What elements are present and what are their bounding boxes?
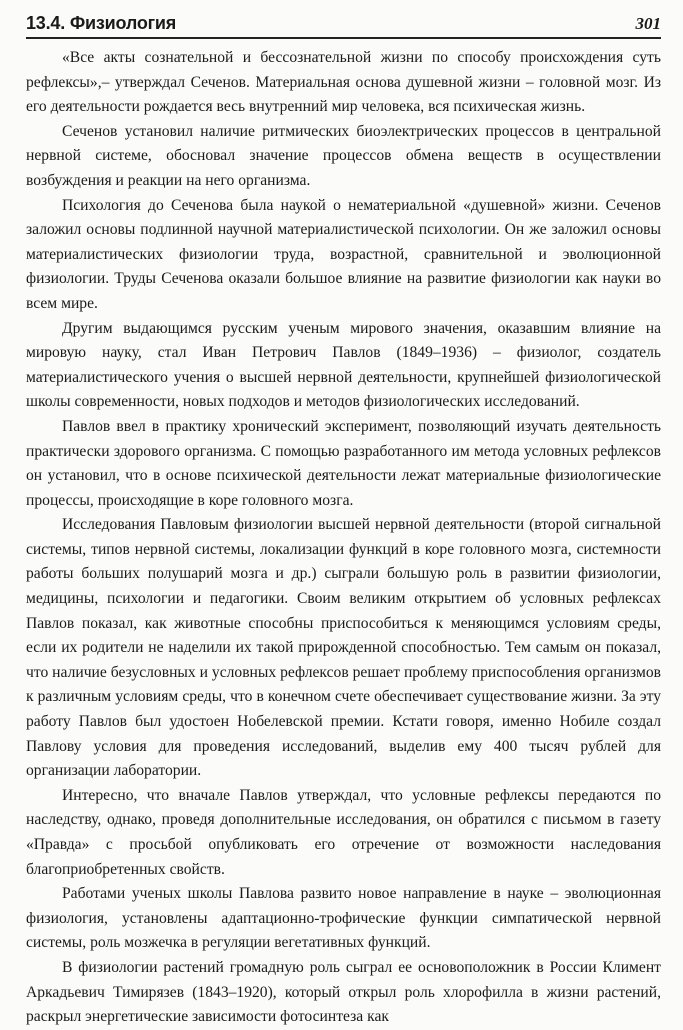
header-rule bbox=[26, 37, 661, 39]
body-text bbox=[26, 46, 661, 1030]
paragraph: Работами ученых школы Павлова развито новое направление в науке – эволюционная физиология, установлены адаптационно-трофические функции симпатической нервной системы, роль мозжечка в регуляции вегетативных функций. bbox=[26, 885, 661, 952]
paragraph: Исследования Павловым физиологии высшей нервной деятельности (второй сигнальной системы, типов нервной системы, локализации функций в коре головного мозга, системности работы больших полушарий мозга и др.) сыграли большую роль в развитии физиологии, медицины, психологии и педагогики. Своим великим открытием об условных рефлексах Павлов показал, как животные способны приспособиться к меняющимся условиям среды, если их родители не наделили их такой прирожденной способностью. Тем самым он показал, что наличие безусловных и условных рефлексов решает проблему приспособления организмов к различным условиям среды, что в конечном счете обеспечивает существование жизни. За эту работу Павлов был удостоен Нобелевской премии. Кстати говоря, именно Нобиле создал Павлову условия для проведения исследований, выделив ему 400 тысяч рублей для организации лаборатории. bbox=[26, 516, 661, 780]
paragraph: «Все акты сознательной и бессознательной жизни по способу происхождения суть рефлексы»,– утверждал Сеченов. Материальная основа душевной жизни – головной мозг. Из его деятельности рождается весь внутренний мир человека, вся психическая жизнь. bbox=[26, 49, 661, 116]
page-header bbox=[26, 12, 661, 34]
paragraph: В физиологии растений громадную роль сыграл ее основоположник в России Климент Аркадьевич Тимирязев (1843–1920), который открыл роль хлорофилла в жизни растений, раскрыл энергетические зависимости фотосинтеза как bbox=[26, 958, 661, 1026]
section-title: 13.4. Физиология bbox=[26, 13, 177, 33]
paragraph: Психология до Сеченова была наукой о нематериальной «душевной» жизни. Сеченов заложил основы подлинной научной материалистической психологии. Он же заложил основы материалистических физиологии труда, возрастной, сравнительной и эволюционной физиологии. Труды Сеченова оказали большое влияние на развитие физиологии как науки во всем мире. bbox=[26, 196, 661, 312]
paragraph: Интересно, что вначале Павлов утверждал, что условные рефлексы передаются по наследству, однако, проведя дополнительные исследования, он обратился с письмом в газету «Правда» с просьбой опубликовать его отречение от возможности наследования благоприобретенных свойств. bbox=[26, 786, 661, 878]
paragraph: Сеченов установил наличие ритмических биоэлектрических процессов в центральной нервной системе, обосновал значение процессов обмена веществ в осуществлении возбуждения и реакции на него организма. bbox=[26, 122, 661, 189]
paragraph: Другим выдающимся русским ученым мирового значения, оказавшим влияние на мировую науку, стал Иван Петрович Павлов (1849–1936) – физиолог, создатель материалистического учения о высшей нервной деятельности, крупнейшей физиологической школы современности, новых подходов и методов физиологических исследований. bbox=[26, 319, 661, 411]
paragraph: Павлов ввел в практику хронический эксперимент, позволяющий изучать деятельность практически здорового организма. С помощью разработанного им метода условных рефлексов он установил, что в основе психической деятельности лежат материальные физиологические процессы, происходящие в коре головного мозга. bbox=[26, 417, 661, 509]
page-number: 301 bbox=[635, 14, 661, 33]
